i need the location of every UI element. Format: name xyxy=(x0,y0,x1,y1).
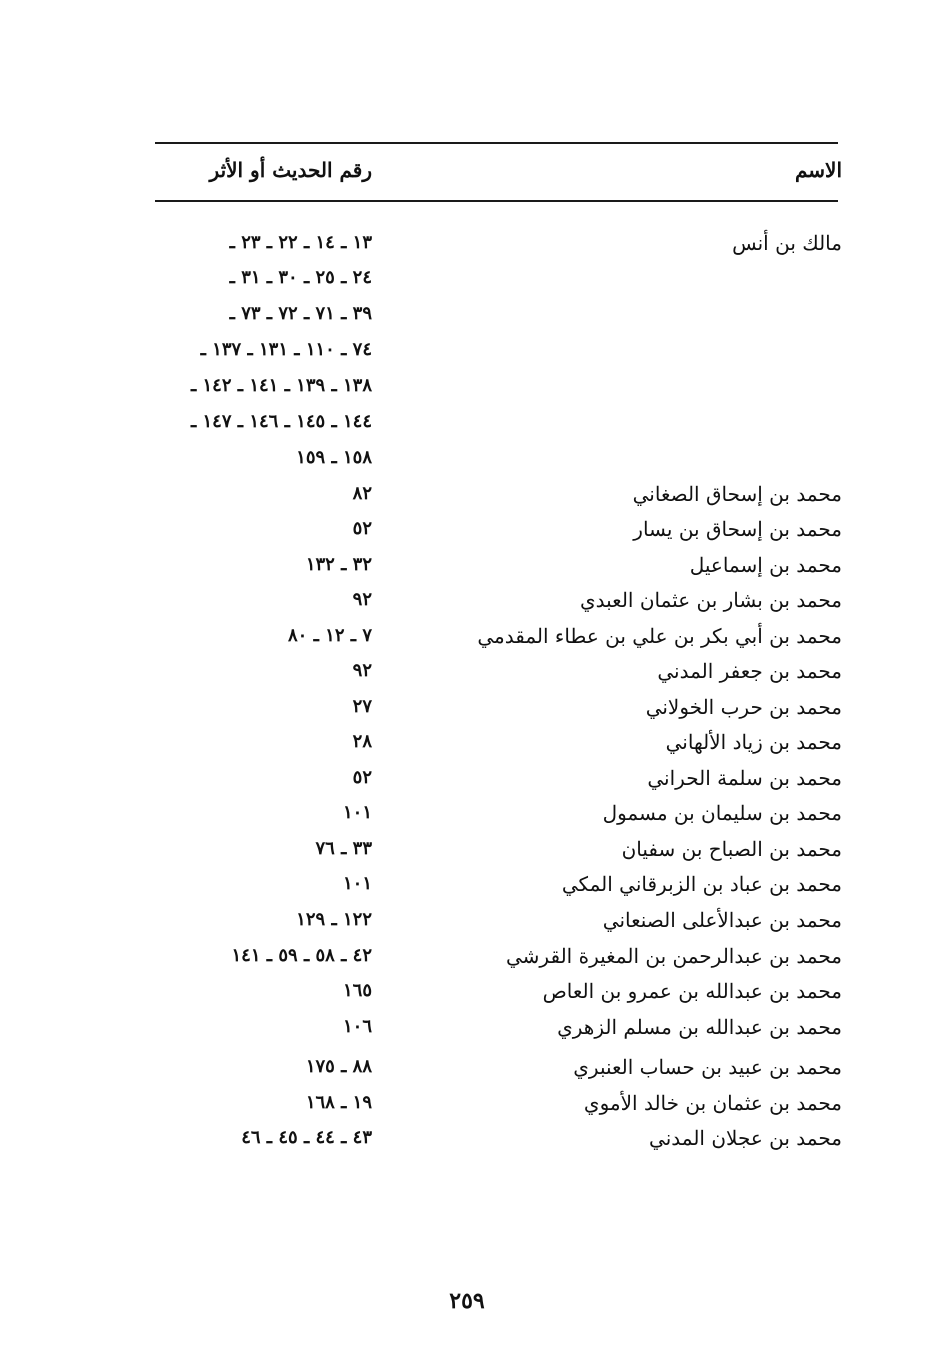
index-entry-row xyxy=(0,973,934,1009)
entry-refs: ٥٢ xyxy=(352,767,372,788)
index-entry-row xyxy=(0,1009,934,1045)
entry-refs: ٢٨ xyxy=(352,731,372,752)
entry-name: محمد بن زياد الألهاني xyxy=(665,730,842,754)
entry-refs: ١٥٨ ـ ١٥٩ xyxy=(296,447,372,468)
entry-name: محمد بن إسماعيل xyxy=(689,553,842,577)
entry-name: محمد بن بشار بن عثمان العبدي xyxy=(579,588,842,612)
entry-refs: ١٩ ـ ١٦٨ xyxy=(305,1092,372,1113)
header-bottom-rule xyxy=(155,200,838,202)
entry-name: محمد بن سليمان بن مسمول xyxy=(602,801,842,825)
entry-refs: ٤٢ ـ ٥٨ ـ ٥٩ ـ ١٤١ xyxy=(231,945,372,966)
entry-refs: ٣٢ ـ ١٣٢ xyxy=(305,554,372,575)
entry-refs: ١٢٢ ـ ١٢٩ xyxy=(296,909,372,930)
header-top-rule xyxy=(155,142,838,144)
index-entry-row xyxy=(0,618,934,654)
entry-name: محمد بن عبدالأعلى الصنعاني xyxy=(602,908,842,932)
entry-refs: ٧٤ ـ ١١٠ ـ ١٣١ ـ ١٣٧ ـ xyxy=(200,339,372,360)
entry-refs: ٥٢ xyxy=(352,518,372,539)
entry-refs: ١٠٦ xyxy=(342,1016,372,1037)
index-entry-row xyxy=(0,831,934,867)
entry-refs: ١٤٤ ـ ١٤٥ ـ ١٤٦ ـ ١٤٧ ـ xyxy=(190,411,372,432)
index-entry-row xyxy=(0,1120,934,1156)
index-entry-row xyxy=(0,1085,934,1121)
entry-refs: ٨٨ ـ ١٧٥ xyxy=(305,1056,372,1077)
index-entry-row xyxy=(0,296,934,332)
index-entry-row xyxy=(0,760,934,796)
index-entry-row xyxy=(0,653,934,689)
entry-refs: ٨٢ xyxy=(352,483,372,504)
index-entry-row xyxy=(0,511,934,547)
entry-refs: ٢٧ xyxy=(352,696,372,717)
entry-refs: ٤٣ ـ ٤٤ ـ ٤٥ ـ ٤٦ xyxy=(241,1127,372,1148)
index-entry-row xyxy=(0,368,934,404)
entry-name: محمد بن حرب الخولاني xyxy=(645,695,842,719)
entry-refs: ٣٩ ـ ٧١ ـ ٧٢ ـ ٧٣ ـ xyxy=(229,303,372,324)
entry-name: محمد بن عبدالرحمن بن المغيرة القرشي xyxy=(506,944,842,968)
index-entry-row xyxy=(0,332,934,368)
entry-name: محمد بن عباد بن الزبرقاني المكي xyxy=(561,872,842,896)
entry-name: محمد بن سلمة الحراني xyxy=(647,766,842,790)
name-column-header: الاسم xyxy=(794,158,842,182)
page-number: ٢٥٩ xyxy=(449,1288,485,1314)
index-entry-row xyxy=(0,689,934,725)
entry-refs: ٢٤ ـ ٢٥ ـ ٣٠ ـ ٣١ ـ xyxy=(229,267,372,288)
entry-name: محمد بن عثمان بن خالد الأموي xyxy=(583,1091,842,1115)
entry-name: محمد بن أبي بكر بن علي بن عطاء المقدمي xyxy=(477,624,842,648)
entry-refs: ١٠١ xyxy=(342,873,372,894)
entry-name: محمد بن جعفر المدني xyxy=(657,659,842,683)
entry-name: محمد بن إسحاق بن يسار xyxy=(633,517,842,541)
index-entry-row xyxy=(0,547,934,583)
index-entry-row xyxy=(0,724,934,760)
entry-refs: ٩٢ xyxy=(352,660,372,681)
entry-name: محمد بن عبدالله بن مسلم الزهري xyxy=(557,1015,842,1039)
index-entry-row xyxy=(0,476,934,512)
index-entry-row xyxy=(0,440,934,476)
index-entry-row xyxy=(0,902,934,938)
entry-name: محمد بن عبدالله بن عمرو بن العاص xyxy=(542,979,842,1003)
entry-refs: ٧ ـ ١٢ ـ ٨٠ xyxy=(288,625,372,646)
entry-refs: ١٣ ـ ١٤ ـ ٢٢ ـ ٢٣ ـ xyxy=(229,232,372,253)
entry-name: محمد بن عبيد بن حساب العنبري xyxy=(573,1055,842,1079)
entry-refs: ٣٣ ـ ٧٦ xyxy=(315,838,372,859)
index-entry-row xyxy=(0,795,934,831)
index-entry-row xyxy=(0,404,934,440)
entry-name: مالك بن أنس xyxy=(732,231,842,255)
index-entry-row xyxy=(0,582,934,618)
refs-column-header: رقم الحديث أو الأثر xyxy=(209,158,372,182)
entry-refs: ١٠١ xyxy=(342,802,372,823)
entry-refs: ٩٢ xyxy=(352,589,372,610)
index-entry-row xyxy=(0,1049,934,1085)
index-entry-row xyxy=(0,866,934,902)
index-entry-row xyxy=(0,938,934,974)
entry-refs: ١٦٥ xyxy=(342,980,372,1001)
index-entry-row xyxy=(0,260,934,296)
entry-refs: ١٣٨ ـ ١٣٩ ـ ١٤١ ـ ١٤٢ ـ xyxy=(190,375,372,396)
entry-name: محمد بن عجلان المدني xyxy=(649,1126,842,1150)
index-entry-row xyxy=(0,225,934,261)
entry-name: محمد بن الصباح بن سفيان xyxy=(621,837,842,861)
entry-name: محمد بن إسحاق الصغاني xyxy=(632,482,842,506)
